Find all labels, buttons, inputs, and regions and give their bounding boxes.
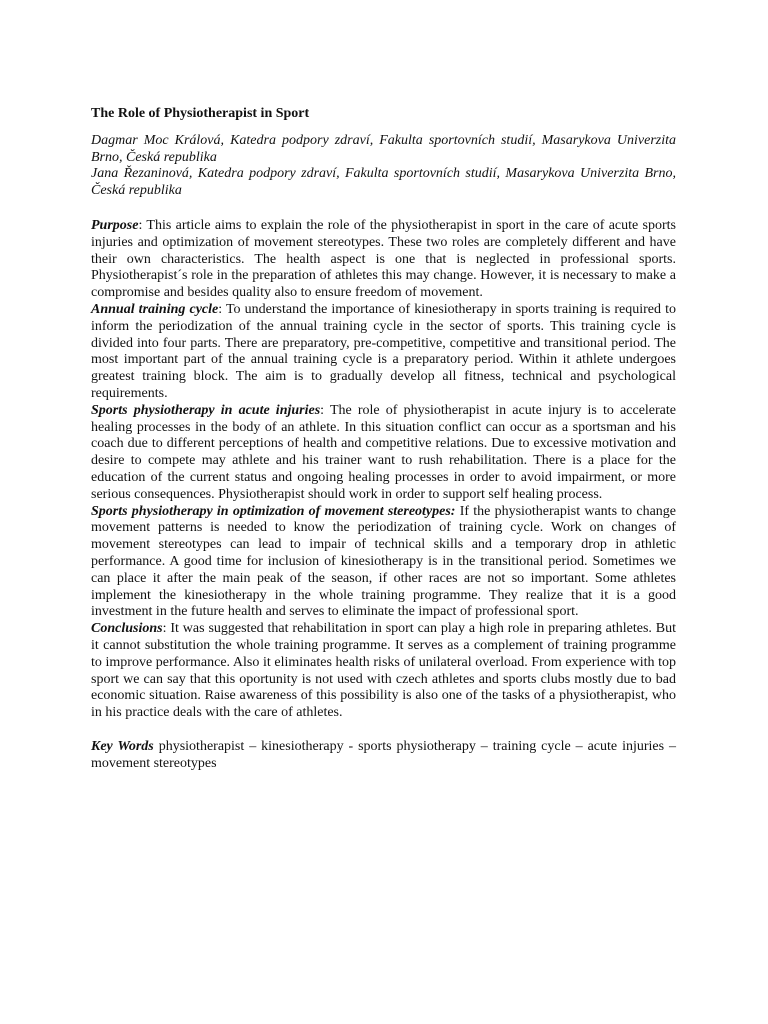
section-heading-separator: : bbox=[162, 621, 171, 637]
section-body: The role of physiotherapist in acute injury is to accelerate healing processes in the body of an athlete. In this situation conflict can occur as a sportsman and his coach due to different perceptions of health and competitive relations. Due to excessive motivation and desire to compete may athlete and his trainer want to rush rehabilitation. There is a place for the education of the current status and ongoing healing processes in order to avoid impairment, or more serious consequences. Physiotherapist should work in order to support self healing process. bbox=[91, 402, 676, 502]
author-list bbox=[91, 133, 676, 200]
section-body: This article aims to explain the role of the physiotherapist in sport in the care of acute sports injuries and optimization of movement stereotypes. These two roles are completely different and have their own characteristics. The health aspect is one that is neglected in professional sports. Physiotherapist´s role in the preparation of athletes this may change. However, it is necessary to make a compromise and besides quality also to ensure freedom of movement. bbox=[91, 217, 676, 301]
section-heading: Purpose bbox=[91, 217, 139, 233]
section-heading: Conclusions bbox=[91, 621, 163, 637]
conclusions-section bbox=[91, 621, 676, 722]
section-body: It was suggested that rehabilitation in sport can play a high role in preparing athletes. But it cannot substitution the whole training programme. It serves as a complement of training programme to improve performance. Also it eliminates health risks of unilateral overload. From experience with top sport we can say that this oportunity is not used with czech athletes and sports clubs mostly due to bad economic situation. Raise awareness of this possibility is also one of the tasks of a physiotherapist, who in his practice deals with the care of athletes. bbox=[91, 621, 677, 721]
author-entry: Dagmar Moc Králová, Katedra podpory zdraví, Fakulta sportovních studií, Masarykova Univerzita Brno, Česká republika bbox=[91, 132, 676, 165]
section-body: If the physiotherapist wants to change movement patterns is needed to know the periodization of training cycle. Work on changes of movement stereotypes can lead to impair of technical skills and a temporary drop in athletic performance. A good time for inclusion of kinesiotherapy is in the transitional period. Sometimes we can place it after the main peak of the season, if other races are not so important. Some athletes implement the kinesiotherapy in the whole training programme. They realize that it is a good investment in the future health and serves to eliminate the impact of professional sport. bbox=[91, 503, 676, 620]
keywords-text: physiotherapist – kinesiotherapy - sports physiotherapy – training cycle – acute injuries – movement stereotypes bbox=[91, 738, 677, 771]
purpose-section bbox=[91, 218, 676, 302]
section-heading: Sports physiotherapy in acute injuries bbox=[91, 402, 321, 418]
annual-training-cycle-section bbox=[91, 302, 676, 403]
movement-stereotypes-section bbox=[91, 504, 676, 622]
section-heading: Sports physiotherapy in optimization of movement stereotypes: bbox=[91, 503, 456, 519]
section-body: To understand the importance of kinesiotherapy in sports training is required to inform the periodization of the annual training cycle in the sector of sports. This training cycle is divided into four parts. There are preparatory, pre-competitive, competitive and transitional period. The most important part of the annual training cycle is a preparatory period. Within it athlete undergoes greatest training block. The aim is to gradually develop all fitness, technical and psychological requirements. bbox=[91, 301, 677, 401]
section-heading-separator: : bbox=[320, 402, 330, 418]
author-entry: Jana Řezaninová, Katedra podpory zdraví, Fakulta sportovních studií, Masarykova Univerzita Brno, Česká republika bbox=[91, 166, 676, 199]
section-heading-separator: : bbox=[138, 217, 147, 233]
acute-injuries-section bbox=[91, 403, 676, 504]
keywords-section bbox=[91, 739, 676, 773]
keywords-heading: Key Words bbox=[91, 738, 154, 754]
section-heading-separator: : bbox=[218, 301, 226, 317]
document-page bbox=[91, 106, 676, 772]
document-title: The Role of Physiotherapist in Sport bbox=[91, 106, 310, 121]
section-heading: Annual training cycle bbox=[91, 301, 219, 317]
